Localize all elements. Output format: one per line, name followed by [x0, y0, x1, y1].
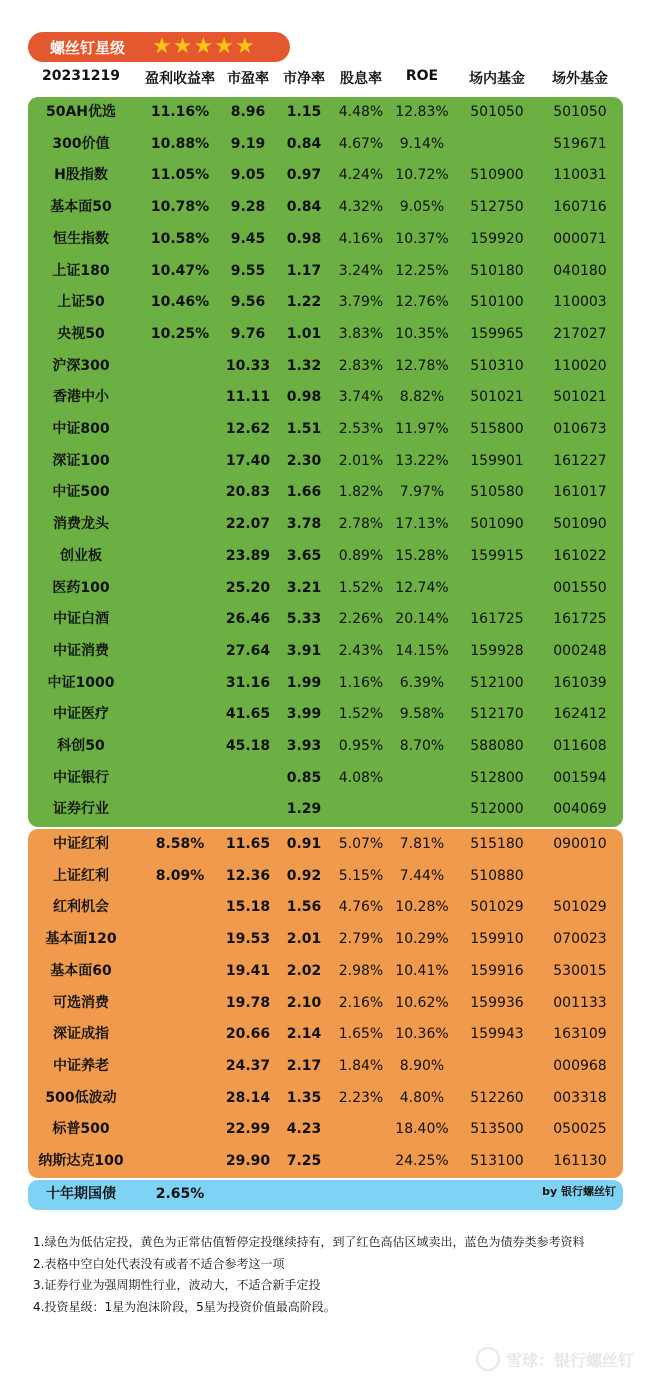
onmarket-fund: 159915 — [470, 547, 524, 564]
dividend-yield: 4.76% — [338, 899, 384, 916]
dividend-yield: 2.78% — [338, 516, 384, 533]
table-row — [0, 699, 652, 731]
index-name: 科创50 — [57, 738, 105, 754]
roe: 9.05% — [399, 199, 445, 216]
index-name: 红利机会 — [53, 899, 109, 916]
table-row — [0, 509, 652, 541]
onmarket-fund: 510100 — [470, 294, 524, 311]
roe: 14.15% — [395, 642, 449, 659]
table-row — [0, 573, 652, 605]
star-icon: ★ — [234, 34, 255, 59]
pb-ratio: 1.17 — [286, 262, 322, 279]
offmarket-fund: 161039 — [553, 674, 607, 691]
pb-ratio: 0.85 — [286, 769, 322, 786]
roe: 12.76% — [395, 294, 449, 311]
pe-ratio: 9.28 — [230, 199, 266, 216]
dividend-yield: 1.52% — [338, 579, 384, 596]
index-name: H股指数 — [54, 167, 108, 184]
pb-ratio: 0.97 — [286, 167, 322, 184]
roe: 17.13% — [395, 516, 449, 533]
roe: 8.82% — [399, 389, 445, 406]
onmarket-fund: 159920 — [470, 230, 524, 247]
index-name: 深证成指 — [53, 1026, 109, 1043]
table-row — [0, 541, 652, 573]
roe: 13.22% — [395, 452, 449, 469]
author-credit: by 银行螺丝钉 — [542, 1185, 616, 1198]
dividend-yield: 2.83% — [338, 357, 384, 374]
roe: 10.35% — [395, 325, 449, 342]
pe-ratio: 9.76 — [230, 325, 266, 342]
pe-ratio: 11.65 — [225, 836, 271, 852]
onmarket-fund: 159916 — [470, 962, 524, 979]
onmarket-fund: 510900 — [470, 167, 524, 184]
note-4: 4.投资星级：1星为泡沫阶段，5星为投资价值最高阶段。 — [33, 1299, 336, 1314]
offmarket-fund: 070023 — [553, 931, 607, 948]
offmarket-fund: 000968 — [553, 1057, 607, 1074]
table-row — [0, 160, 652, 192]
onmarket-fund: 512000 — [470, 801, 524, 818]
pb-ratio: 5.33 — [286, 611, 322, 628]
roe: 7.81% — [399, 836, 445, 852]
offmarket-fund: 217027 — [553, 325, 607, 342]
offmarket-fund: 161022 — [553, 547, 607, 564]
pe-ratio: 9.45 — [230, 230, 266, 247]
pb-ratio: 3.21 — [286, 579, 322, 596]
dividend-yield: 4.67% — [338, 135, 384, 152]
index-name: 300价值 — [52, 135, 110, 152]
pe-ratio: 12.36 — [225, 867, 271, 884]
pb-ratio: 2.14 — [286, 1026, 322, 1043]
note-2: 2.表格中空白处代表没有或者不适合参考这一项 — [33, 1256, 285, 1271]
pb-ratio: 0.91 — [286, 836, 322, 852]
dividend-yield: 2.01% — [338, 452, 384, 469]
onmarket-fund: 501029 — [470, 899, 524, 916]
offmarket-fund: 000071 — [553, 230, 607, 247]
bond-name: 十年期国债 — [46, 1186, 116, 1202]
table-row — [0, 956, 652, 988]
roe: 4.80% — [399, 1089, 445, 1106]
earnings-yield: 8.58% — [155, 836, 205, 852]
offmarket-fund: 163109 — [553, 1026, 607, 1043]
roe: 18.40% — [395, 1121, 449, 1138]
star-icon: ★ — [172, 34, 193, 59]
pb-ratio: 1.15 — [286, 104, 322, 120]
index-name: 消费龙头 — [53, 516, 109, 533]
earnings-yield: 10.46% — [150, 294, 210, 311]
offmarket-fund: 161130 — [553, 1153, 607, 1169]
onmarket-fund: 159928 — [470, 642, 524, 659]
index-name: 基本面60 — [50, 962, 112, 979]
badge-title: 螺丝钉星级 — [50, 38, 126, 57]
pb-ratio: 7.25 — [286, 1153, 322, 1169]
onmarket-fund: 501021 — [470, 389, 524, 406]
roe: 12.78% — [395, 357, 449, 374]
dividend-yield: 2.98% — [338, 962, 384, 979]
offmarket-fund: 050025 — [553, 1121, 607, 1138]
onmarket-fund: 515180 — [470, 836, 524, 852]
pb-ratio: 1.99 — [286, 674, 322, 691]
table-row — [0, 1051, 652, 1083]
pe-ratio: 19.78 — [225, 994, 271, 1011]
index-name: 标普500 — [52, 1121, 110, 1138]
index-name: 上证红利 — [53, 867, 109, 884]
dividend-yield: 1.65% — [338, 1026, 384, 1043]
offmarket-fund: 519671 — [553, 135, 607, 152]
index-name: 证券行业 — [53, 801, 109, 818]
roe: 10.62% — [395, 994, 449, 1011]
offmarket-fund: 090010 — [553, 836, 607, 852]
pb-ratio: 2.17 — [286, 1057, 322, 1074]
pe-ratio: 11.11 — [225, 389, 271, 406]
index-name: 50AH优选 — [45, 104, 117, 120]
pb-ratio: 3.93 — [286, 738, 322, 754]
pb-ratio: 0.84 — [286, 199, 322, 216]
pb-ratio: 0.98 — [286, 230, 322, 247]
pb-ratio: 2.30 — [286, 452, 322, 469]
note-3: 3.证券行业为强周期性行业，波动大，不适合新手定投 — [33, 1278, 321, 1292]
offmarket-fund: 001550 — [553, 579, 607, 596]
index-name: 中证消费 — [53, 642, 109, 659]
bond-yield: 2.65% — [155, 1186, 205, 1202]
onmarket-fund: 512170 — [470, 706, 524, 723]
index-name: 医药100 — [52, 579, 110, 596]
dividend-yield: 4.16% — [338, 230, 384, 247]
dividend-yield: 0.95% — [338, 738, 384, 754]
dividend-yield: 4.08% — [338, 769, 384, 786]
offmarket-fund: 110020 — [553, 357, 607, 374]
earnings-yield: 10.25% — [150, 325, 210, 342]
offmarket-fund: 501050 — [553, 104, 607, 120]
table-row — [0, 604, 652, 636]
pe-ratio: 9.55 — [230, 262, 266, 279]
index-name: 可选消费 — [53, 994, 109, 1011]
pe-ratio: 25.20 — [225, 579, 271, 596]
roe: 9.58% — [399, 706, 445, 723]
roe: 11.97% — [395, 421, 449, 437]
pe-ratio: 17.40 — [225, 452, 271, 469]
table-row — [0, 446, 652, 478]
earnings-yield: 10.58% — [150, 230, 210, 247]
onmarket-fund: 161725 — [470, 611, 524, 628]
dividend-yield: 0.89% — [338, 547, 384, 564]
index-name: 中证红利 — [53, 836, 109, 852]
table-row — [0, 97, 652, 129]
star-icon: ★ — [152, 34, 172, 59]
onmarket-fund: 512800 — [470, 769, 524, 786]
pe-ratio: 8.96 — [230, 104, 266, 120]
index-name: 500低波动 — [45, 1089, 117, 1106]
pe-ratio: 23.89 — [225, 547, 271, 564]
table-row — [0, 319, 652, 351]
index-name: 深证100 — [52, 452, 110, 469]
onmarket-fund: 510180 — [470, 262, 524, 279]
table-row — [0, 192, 652, 224]
header-offmarket-fund: 场外基金 — [552, 71, 608, 87]
index-name: 上证180 — [52, 262, 110, 279]
pb-ratio: 1.35 — [286, 1089, 322, 1106]
table-row — [0, 256, 652, 288]
offmarket-fund: 000248 — [553, 642, 607, 659]
onmarket-fund: 510880 — [470, 867, 524, 884]
offmarket-fund: 162412 — [553, 706, 607, 723]
onmarket-fund: 513500 — [470, 1121, 524, 1138]
header-pe: 市盈率 — [227, 71, 269, 87]
pb-ratio: 1.29 — [286, 801, 322, 818]
header-pb: 市净率 — [283, 71, 325, 87]
onmarket-fund: 512100 — [470, 674, 524, 691]
table-row — [0, 988, 652, 1020]
header-onmarket-fund: 场内基金 — [469, 71, 525, 87]
dividend-yield: 3.74% — [338, 389, 384, 406]
table-row — [0, 224, 652, 256]
index-name: 恒生指数 — [53, 230, 109, 247]
index-name: 中证医疗 — [53, 706, 109, 723]
offmarket-fund: 010673 — [553, 421, 607, 437]
table-row — [0, 287, 652, 319]
header-date: 20231219 — [42, 68, 120, 84]
index-name: 中证1000 — [47, 674, 115, 691]
pe-ratio: 24.37 — [225, 1057, 271, 1074]
pb-ratio: 4.23 — [286, 1121, 322, 1138]
earnings-yield: 11.16% — [150, 104, 210, 120]
table-row — [0, 382, 652, 414]
header-roe: ROE — [405, 68, 439, 84]
onmarket-fund: 510310 — [470, 357, 524, 374]
roe: 10.41% — [395, 962, 449, 979]
pb-ratio: 1.22 — [286, 294, 322, 311]
table-row — [0, 794, 652, 826]
dividend-yield: 2.16% — [338, 994, 384, 1011]
pe-ratio: 45.18 — [225, 738, 271, 754]
dividend-yield: 4.32% — [338, 199, 384, 216]
index-name: 香港中小 — [53, 389, 109, 406]
roe: 6.39% — [399, 674, 445, 691]
offmarket-fund: 161017 — [553, 484, 607, 501]
roe: 12.83% — [395, 104, 449, 120]
onmarket-fund: 512750 — [470, 199, 524, 216]
dividend-yield: 2.23% — [338, 1089, 384, 1106]
offmarket-fund: 011608 — [553, 738, 607, 754]
index-name: 纳斯达克100 — [38, 1153, 124, 1169]
index-name: 创业板 — [60, 547, 102, 564]
offmarket-fund: 001133 — [553, 994, 607, 1011]
pb-ratio: 3.65 — [286, 547, 322, 564]
roe: 20.14% — [395, 611, 449, 628]
offmarket-fund: 001594 — [553, 769, 607, 786]
dividend-yield: 1.16% — [338, 674, 384, 691]
pe-ratio: 27.64 — [225, 642, 271, 659]
roe: 10.37% — [395, 230, 449, 247]
xueqiu-logo-icon — [476, 1347, 500, 1371]
roe: 7.97% — [399, 484, 445, 501]
table-row — [0, 477, 652, 509]
dividend-yield: 3.24% — [338, 262, 384, 279]
dividend-yield: 5.07% — [338, 836, 384, 852]
table-row — [0, 1083, 652, 1115]
pe-ratio: 12.62 — [225, 421, 271, 437]
pe-ratio: 10.33 — [225, 357, 271, 374]
roe: 24.25% — [395, 1153, 449, 1169]
dividend-yield: 3.79% — [338, 294, 384, 311]
dividend-yield: 1.84% — [338, 1057, 384, 1074]
header-earnings-yield: 盈利收益率 — [145, 71, 215, 87]
table-row — [0, 129, 652, 161]
roe: 10.36% — [395, 1026, 449, 1043]
star-rating — [152, 36, 255, 58]
roe: 12.74% — [395, 579, 449, 596]
pe-ratio: 9.05 — [230, 167, 266, 184]
index-name: 上证50 — [57, 294, 105, 311]
dividend-yield: 4.24% — [338, 167, 384, 184]
roe: 8.70% — [399, 738, 445, 754]
offmarket-fund: 161227 — [553, 452, 607, 469]
onmarket-fund: 515800 — [470, 421, 524, 437]
earnings-yield: 8.09% — [155, 867, 205, 884]
table-row — [0, 1146, 652, 1178]
earnings-yield: 11.05% — [150, 167, 210, 184]
index-name: 中证白酒 — [53, 611, 109, 628]
pe-ratio: 19.53 — [225, 931, 271, 948]
pb-ratio: 3.78 — [286, 516, 322, 533]
notes — [33, 1232, 584, 1318]
dividend-yield: 2.43% — [338, 642, 384, 659]
roe: 10.72% — [395, 167, 449, 184]
offmarket-fund: 040180 — [553, 262, 607, 279]
index-name: 中证800 — [52, 421, 110, 437]
pb-ratio: 0.92 — [286, 867, 322, 884]
table-row — [0, 829, 652, 861]
roe: 10.29% — [395, 931, 449, 948]
pe-ratio: 29.90 — [225, 1153, 271, 1169]
offmarket-fund: 003318 — [553, 1089, 607, 1106]
dividend-yield: 5.15% — [338, 867, 384, 884]
offmarket-fund: 501029 — [553, 899, 607, 916]
onmarket-fund: 510580 — [470, 484, 524, 501]
offmarket-fund: 110003 — [553, 294, 607, 311]
onmarket-fund: 159965 — [470, 325, 524, 342]
pb-ratio: 1.56 — [286, 899, 322, 916]
onmarket-fund: 512260 — [470, 1089, 524, 1106]
pb-ratio: 0.98 — [286, 389, 322, 406]
table-header — [0, 68, 652, 94]
offmarket-fund: 160716 — [553, 199, 607, 216]
table-row — [0, 731, 652, 763]
pb-ratio: 2.01 — [286, 931, 322, 948]
dividend-yield: 2.53% — [338, 421, 384, 437]
offmarket-fund: 530015 — [553, 962, 607, 979]
offmarket-fund: 501021 — [553, 389, 607, 406]
dividend-yield: 1.82% — [338, 484, 384, 501]
pe-ratio: 28.14 — [225, 1089, 271, 1106]
dividend-yield: 2.79% — [338, 931, 384, 948]
pe-ratio: 41.65 — [225, 706, 271, 723]
roe: 8.90% — [399, 1057, 445, 1074]
roe: 9.14% — [399, 135, 445, 152]
onmarket-fund: 588080 — [470, 738, 524, 754]
roe: 10.28% — [395, 899, 449, 916]
pe-ratio: 9.56 — [230, 294, 266, 311]
dividend-yield: 4.48% — [338, 104, 384, 120]
watermark — [476, 1347, 634, 1371]
onmarket-fund: 501090 — [470, 516, 524, 533]
star-icon: ★ — [193, 34, 214, 59]
table-row — [0, 351, 652, 383]
earnings-yield: 10.88% — [150, 135, 210, 152]
table-row — [0, 414, 652, 446]
pe-ratio: 9.19 — [230, 135, 266, 152]
index-name: 央视50 — [57, 325, 105, 342]
index-name: 中证银行 — [53, 769, 109, 786]
pe-ratio: 19.41 — [225, 962, 271, 979]
table-row — [0, 924, 652, 956]
onmarket-fund: 159936 — [470, 994, 524, 1011]
pe-ratio: 26.46 — [225, 611, 271, 628]
pb-ratio: 2.10 — [286, 994, 322, 1011]
onmarket-fund: 501050 — [470, 104, 524, 120]
offmarket-fund: 004069 — [553, 801, 607, 818]
dividend-yield: 1.52% — [338, 706, 384, 723]
index-name: 中证500 — [52, 484, 110, 501]
roe: 7.44% — [399, 867, 445, 884]
table-row — [0, 668, 652, 700]
pb-ratio: 1.32 — [286, 357, 322, 374]
table-row — [0, 1114, 652, 1146]
earnings-yield: 10.47% — [150, 262, 210, 279]
pe-ratio: 15.18 — [225, 899, 271, 916]
offmarket-fund: 110031 — [553, 167, 607, 184]
index-name: 沪深300 — [52, 357, 110, 374]
pb-ratio: 1.01 — [286, 325, 322, 342]
offmarket-fund: 161725 — [553, 611, 607, 628]
index-name: 基本面120 — [45, 931, 117, 948]
watermark-text: 雪球：银行螺丝钉 — [505, 1350, 634, 1370]
header-dividend-yield: 股息率 — [340, 71, 382, 87]
offmarket-fund: 501090 — [553, 516, 607, 533]
pe-ratio: 20.83 — [225, 484, 271, 501]
pb-ratio: 2.02 — [286, 962, 322, 979]
onmarket-fund: 513100 — [470, 1153, 524, 1169]
roe: 12.25% — [395, 262, 449, 279]
index-name: 中证养老 — [53, 1057, 109, 1074]
index-name: 基本面50 — [50, 199, 112, 216]
onmarket-fund: 159943 — [470, 1026, 524, 1043]
table-row — [0, 892, 652, 924]
pb-ratio: 1.66 — [286, 484, 322, 501]
onmarket-fund: 159910 — [470, 931, 524, 948]
table-row — [0, 1019, 652, 1051]
roe: 15.28% — [395, 547, 449, 564]
pe-ratio: 22.07 — [225, 516, 271, 533]
pb-ratio: 0.84 — [286, 135, 322, 152]
table-row — [0, 763, 652, 795]
table-row — [0, 861, 652, 893]
star-rating-badge — [28, 32, 290, 62]
earnings-yield: 10.78% — [150, 199, 210, 216]
table-row — [0, 636, 652, 668]
star-icon: ★ — [214, 34, 234, 59]
note-1: 1.绿色为低估定投，黄色为正常估值暂停定投继续持有，到了红色高估区域卖出，蓝色为债券类参考资料 — [33, 1235, 585, 1249]
pe-ratio: 31.16 — [225, 674, 271, 691]
dividend-yield: 2.26% — [338, 611, 384, 628]
dividend-yield: 3.83% — [338, 325, 384, 342]
pe-ratio: 22.99 — [225, 1121, 271, 1138]
onmarket-fund: 159901 — [470, 452, 524, 469]
pb-ratio: 1.51 — [286, 421, 322, 437]
pb-ratio: 3.99 — [286, 706, 322, 723]
pb-ratio: 3.91 — [286, 642, 322, 659]
pe-ratio: 20.66 — [225, 1026, 271, 1043]
